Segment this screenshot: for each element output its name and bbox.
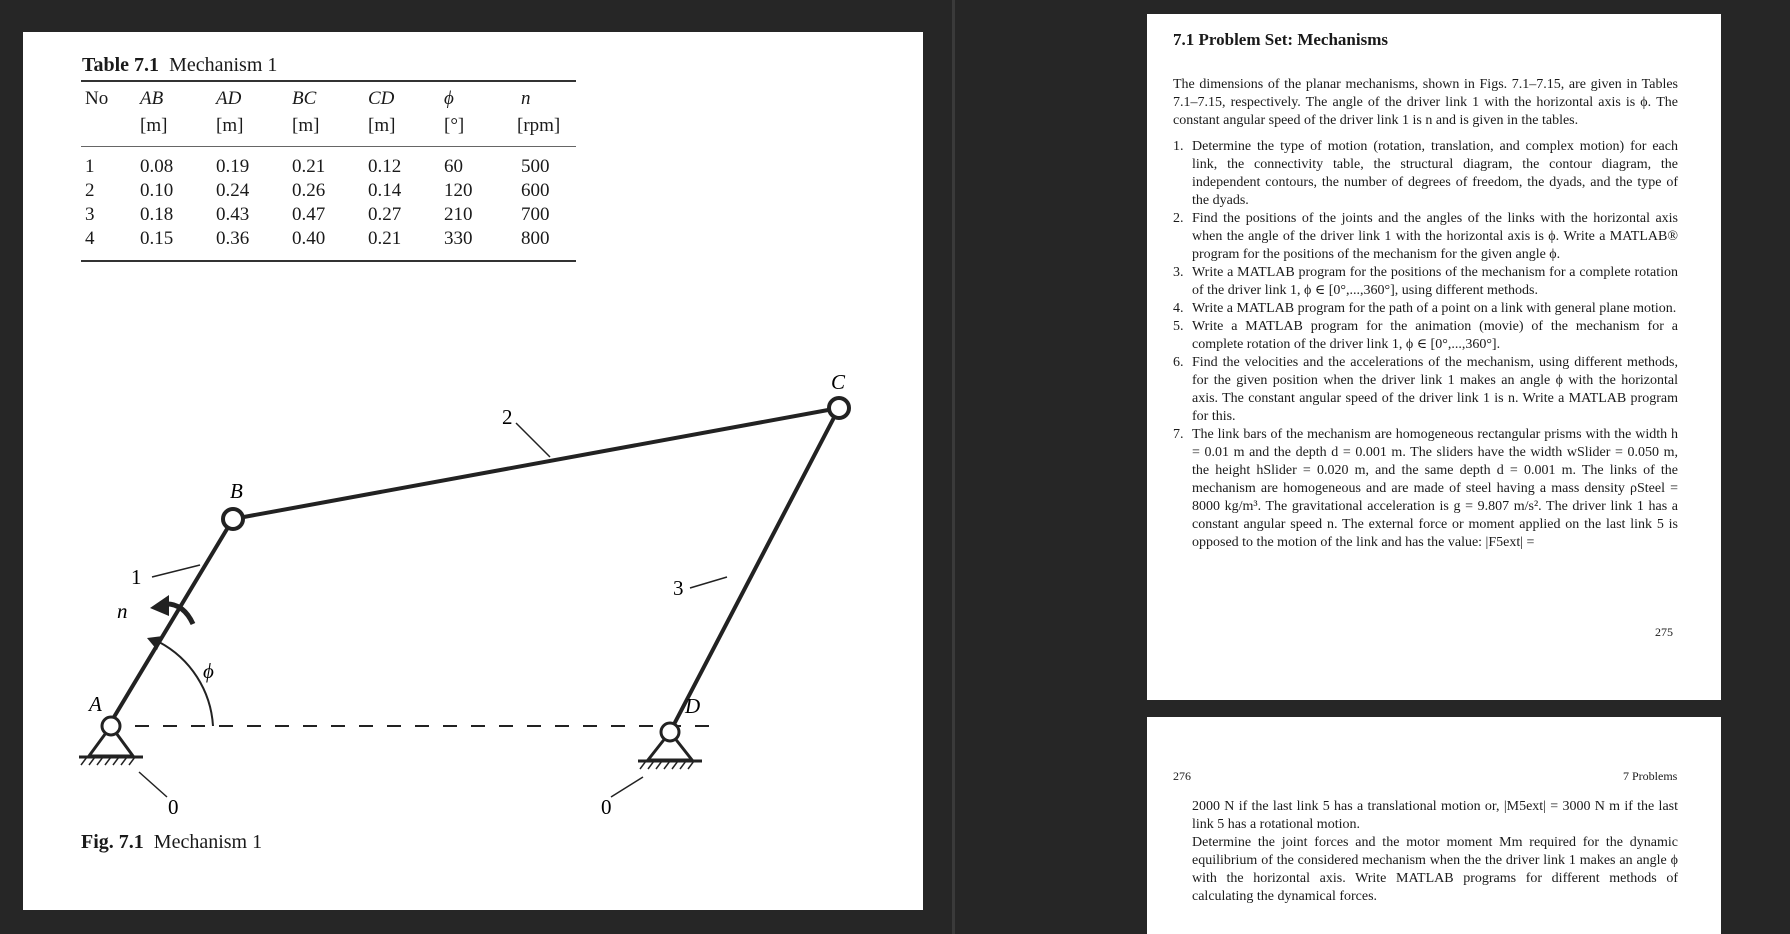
link-1-leader — [152, 565, 200, 577]
link-2-bar — [233, 408, 839, 519]
label-d: D — [685, 694, 701, 718]
link-1-bar — [111, 519, 233, 722]
mechanism-diagram — [23, 32, 923, 910]
angle-arc — [159, 642, 213, 726]
ground-d-leader — [611, 777, 643, 797]
table-header: CD — [368, 88, 395, 109]
label-a: A — [89, 692, 102, 716]
table-header: n — [521, 88, 531, 109]
table-cell: 0.10 — [140, 180, 174, 201]
table-cell: 600 — [521, 180, 550, 201]
list-item: 1. Determine the type of motion (rotation, translation, and complex motion) for each link, the connectivity table, the structural diagram, the contour diagram, the independent contours, the number of degrees of freedom, the dyads, and the type of the dyads. — [1173, 139, 1678, 208]
table-cell: 500 — [521, 156, 550, 177]
problem-list — [1173, 138, 1678, 552]
table-unit: [m] — [292, 115, 320, 136]
continuation-paragraph: 2000 N if the last link 5 has a translational motion or, |M5ext| = 3000 N m if the last link 5 has a rotational motion. — [1192, 799, 1678, 832]
table-cell: 0.21 — [368, 228, 402, 249]
table-cell: 700 — [521, 204, 550, 225]
table-header: ϕ — [444, 88, 454, 109]
table-cell: 0.15 — [140, 228, 174, 249]
table-cell: 120 — [444, 180, 473, 201]
table-cell: 800 — [521, 228, 550, 249]
table-header: AB — [140, 88, 164, 109]
label-ground-a: 0 — [168, 795, 179, 819]
intro-paragraph: The dimensions of the planar mechanisms, shown in Figs. 7.1–7.15, are given in Tables 7.1–7.15, respectively. The angle of the driver link 1 with the horizontal axis is ϕ. The constant angular speed of the driver link 1 is n and is given in the tables. — [1173, 77, 1678, 128]
table-unit: [m] — [140, 115, 168, 136]
table-cell: 0.14 — [368, 180, 402, 201]
table-header: BC — [292, 88, 317, 109]
document-page-table-figure — [23, 32, 923, 910]
table-header: AD — [216, 88, 242, 109]
joint-c — [829, 398, 849, 418]
link-3-leader — [690, 577, 727, 588]
table-cell: 1 — [85, 156, 95, 177]
joint-a — [102, 717, 120, 735]
list-item: 6. Find the velocities and the accelerations of the mechanism, using different methods, for the given position when the driver link 1 makes an angle ϕ with the horizontal axis. The constant angular speed of the driver link 1 is n. Write a MATLAB program for this. — [1173, 355, 1678, 424]
table-cell: 0.08 — [140, 156, 174, 177]
ground-a-leader — [139, 772, 167, 797]
table-cell: 0.18 — [140, 204, 174, 225]
joint-d — [661, 723, 679, 741]
continuation-paragraph: Determine the joint forces and the motor moment Mm required for the dynamic equilibrium of the considered mechanism when the the driver link 1 makes an angle ϕ with the horizontal axis. Write MATLAB programs for different methods of calculating the dynamical forces. — [1192, 835, 1678, 904]
table-cell: 2 — [85, 180, 95, 201]
table-unit: [m] — [368, 115, 396, 136]
table-cell: 330 — [444, 228, 473, 249]
table-cell: 210 — [444, 204, 473, 225]
table-cell: 3 — [85, 204, 95, 225]
table-cell: 0.43 — [216, 204, 250, 225]
label-c: C — [831, 370, 846, 394]
table-unit: [rpm] — [517, 115, 561, 136]
table-cell: 0.19 — [216, 156, 250, 177]
page-number: 276 — [1173, 769, 1191, 783]
list-item: 7. The link bars of the mechanism are homogeneous rectangular prisms with the width h = 0.01 m and the depth d = 0.001 m. The sliders have the width wSlider = 0.050 m, the height hSlider = 0.020 m, and the same depth d = 0.001 m. The links of the mechanism are homogeneous and are made of steel having a mass density ρSteel = 8000 kg/m³. The gravitational acceleration is g = 9.807 m/s². The driver link 1 has a constant angular speed n. The external force or moment applied on the last link 5 is opposed to the motion of the link and has the value: |F5ext| = — [1173, 427, 1678, 550]
label-speed: n — [117, 599, 128, 623]
label-link-3: 3 — [673, 576, 684, 600]
table-cell: 0.27 — [368, 204, 402, 225]
link-2-leader — [516, 423, 550, 457]
table-title: Table 7.1 Mechanism 1 — [82, 54, 278, 76]
document-page-275 — [1147, 14, 1721, 700]
list-item: 4. Write a MATLAB program for the path of a point on a link with general plane motion. — [1173, 301, 1677, 316]
list-item: 2. Find the positions of the joints and the angles of the links with the horizontal axis when the angle of the driver link 1 with the horizontal axis is ϕ. Write a MATLAB® program for the positions of the mechanism for the given angle ϕ. — [1173, 211, 1678, 262]
label-ground-d: 0 — [601, 795, 612, 819]
table-cell: 4 — [85, 228, 95, 249]
label-b: B — [230, 479, 243, 503]
link-3-bar — [670, 408, 839, 732]
table-cell: 0.12 — [368, 156, 402, 177]
table-cell: 0.26 — [292, 180, 326, 201]
list-item: 5. Write a MATLAB program for the animation (movie) of the mechanism for a complete rotation of the driver link 1, ϕ ∈ [0°,...,360°]. — [1173, 319, 1678, 352]
table-cell: 60 — [444, 156, 463, 177]
label-link-2: 2 — [502, 405, 513, 429]
label-link-1: 1 — [131, 565, 142, 589]
figure-caption: Fig. 7.1 Mechanism 1 — [81, 831, 263, 853]
table-cell: 0.21 — [292, 156, 326, 177]
label-angle: ϕ — [203, 659, 214, 683]
list-item: 3. Write a MATLAB program for the positions of the mechanism for a complete rotation of the driver link 1, ϕ ∈ [0°,...,360°], using different methods. — [1173, 265, 1678, 298]
table-cell: 0.36 — [216, 228, 250, 249]
table-cell: 0.24 — [216, 180, 250, 201]
document-page-276 — [1147, 717, 1721, 934]
table-cell: 0.40 — [292, 228, 326, 249]
table-header: No — [85, 88, 109, 109]
table-unit: [m] — [216, 115, 244, 136]
joint-b — [223, 509, 243, 529]
table-unit: [°] — [444, 115, 465, 136]
running-head: 7 Problems — [1623, 769, 1678, 783]
page-number: 275 — [1655, 625, 1673, 639]
speed-arrowhead — [150, 595, 169, 616]
table-cell: 0.47 — [292, 204, 326, 225]
section-title: 7.1 Problem Set: Mechanisms — [1173, 30, 1388, 49]
